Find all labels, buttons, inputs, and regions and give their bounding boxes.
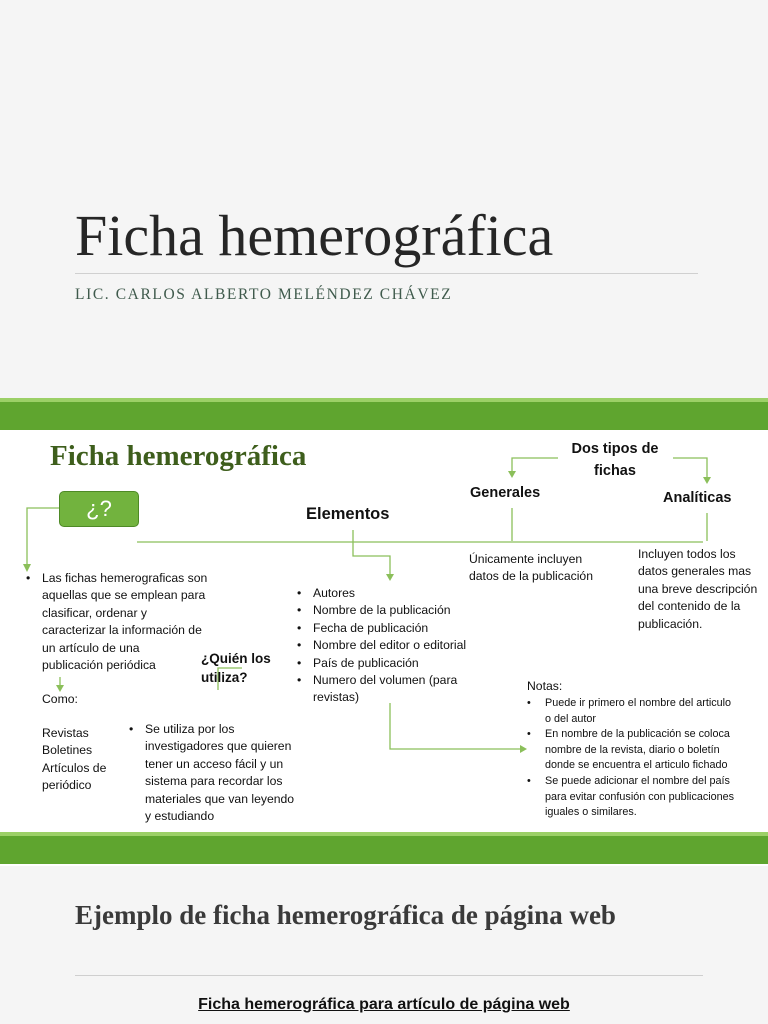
- analiticas-text: Incluyen todos los datos generales mas una breve descripción del contenido de la publicación.: [638, 547, 758, 631]
- elemento-item: • Nombre del editor o editorial: [295, 637, 505, 654]
- notas-label: Notas:: [527, 679, 563, 693]
- example-item: Boletines: [42, 743, 93, 758]
- elemento-item: • Fecha de publicación: [295, 620, 505, 637]
- elemento-item: • País de publicación: [295, 655, 505, 672]
- definition-item: • Las fichas hemerograficas son aquellas que se emplean para clasificar, ordenar y caracterizar la información de un artículo de una publicación periódica: [24, 570, 224, 674]
- elementos-list: [295, 585, 505, 707]
- elemento-item: • Autores: [295, 585, 505, 602]
- example-subtitle: Ficha hemerográfica para artículo de página web: [198, 996, 570, 1013]
- example-item: Revistas: [42, 726, 89, 740]
- analiticas-heading: Analíticas: [663, 490, 732, 506]
- nota-item: • Puede ir primero el nombre del articulo o del autor: [527, 696, 763, 727]
- examples-list: [42, 725, 106, 795]
- quien-list: [127, 721, 327, 825]
- example-title: Ejemplo de ficha hemerográfica de página web: [75, 900, 616, 930]
- example-item: Artículos de: [42, 760, 107, 775]
- elementos-heading: Elementos: [306, 505, 390, 523]
- nota-item: • En nombre de la publicación se coloca nombre de la revista, diario o boletín donde se encuentra el articulo fichado: [527, 727, 763, 774]
- quien-item: • Se utiliza por los investigadores que quieren tener un acceso fácil y un sistema para recordar los materiales que van leyendo y estudiando: [127, 721, 327, 825]
- title-divider: [75, 273, 698, 274]
- question-box: ¿?: [59, 491, 139, 527]
- example-slide: [0, 866, 768, 1024]
- generales-text: Únicamente incluyen datos de la publicación: [469, 552, 593, 584]
- example-divider: [75, 975, 703, 976]
- generales-heading: Generales: [470, 485, 541, 501]
- diagram-title: Ficha hemerográfica: [50, 440, 307, 472]
- title-slide: [0, 0, 768, 392]
- example-item: periódico: [42, 778, 92, 793]
- definition-list: [24, 570, 224, 674]
- slide-author: LIC. CARLOS ALBERTO MELÉNDEZ CHÁVEZ: [75, 286, 453, 303]
- elemento-item: • Numero del volumen (para revistas): [295, 672, 505, 707]
- elemento-item: • Nombre de la publicación: [295, 602, 505, 619]
- dos-tipos-heading: Dos tipos de fichas: [571, 441, 659, 479]
- notas-list: [527, 696, 763, 821]
- nota-item: • Se puede adicionar el nombre del país para evitar confusión con publicaciones iguales o similares.: [527, 774, 763, 821]
- diagram-slide: [0, 398, 768, 866]
- como-label: Como:: [42, 692, 78, 706]
- slide-title: Ficha hemerográfica: [75, 203, 554, 268]
- quien-heading: ¿Quién los utiliza?: [201, 651, 271, 685]
